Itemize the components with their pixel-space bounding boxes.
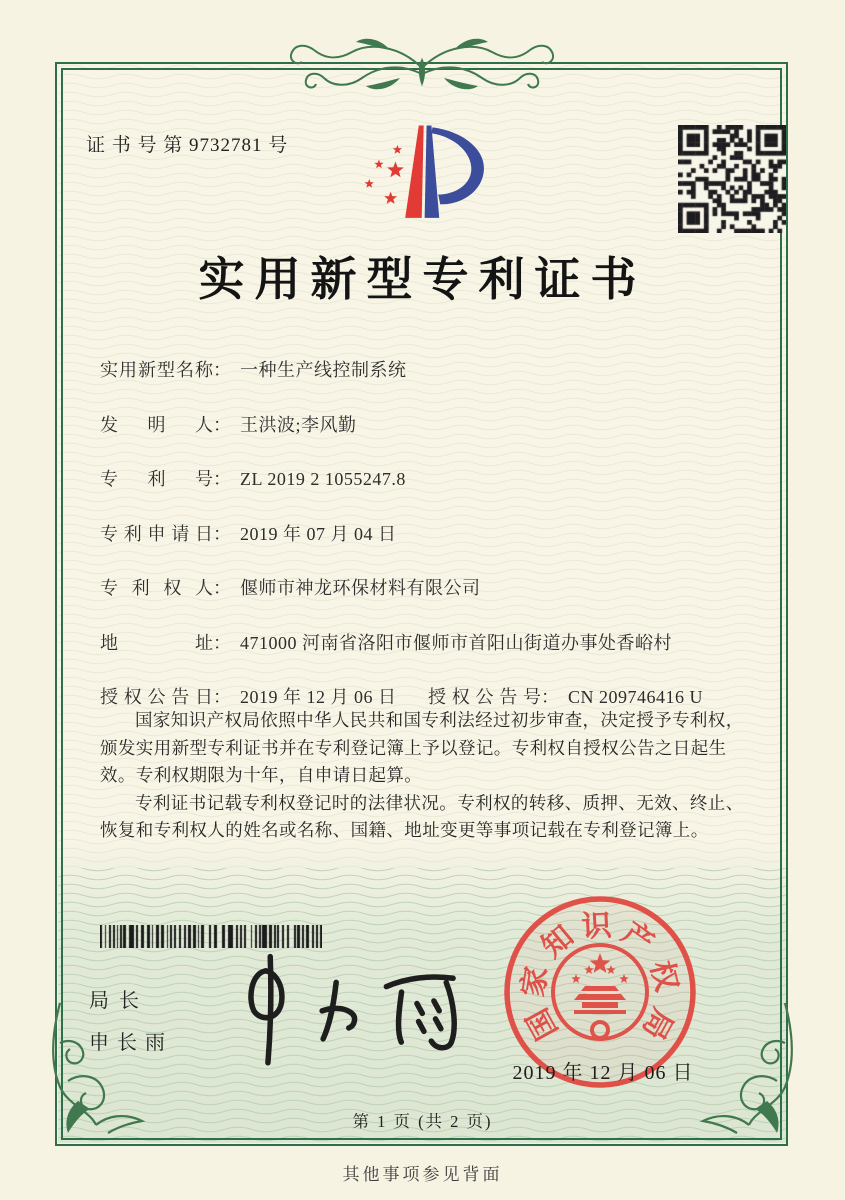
field-value: 471000 河南省洛阳市偃师市首阳山街道办事处香峪村 (240, 632, 672, 653)
director-signature (222, 946, 472, 1071)
field-label: 专利申请日 (100, 523, 213, 544)
field-value: CN 209746416 U (568, 687, 704, 707)
field-list (100, 356, 760, 738)
qr-code (678, 125, 786, 233)
field-colon: ： (213, 360, 231, 380)
field-row-patentee (100, 574, 760, 629)
field-colon: ： (213, 523, 231, 544)
legal-paragraph-2: 专利证书记载专利权登记时的法律状况。专利权的转移、质押、无效、终止、恢复和专利权人的姓名或名称、国籍、地址变更等事项记载在专利登记簿上。 (100, 792, 744, 841)
certificate-number: 证 书 号 第 9732781 号 (86, 135, 289, 156)
field-label: 发明人 (100, 414, 213, 435)
seal-date: 2019 年 12 月 06 日 (512, 1062, 694, 1084)
field-row-name (100, 356, 760, 411)
field-colon: ： (213, 469, 231, 489)
field-value: 2019 年 12 月 06 日 (240, 687, 397, 707)
field-value: 王洪波;李风勤 (240, 414, 357, 435)
cnipa-logo (342, 118, 517, 236)
certificate-title: 实用新型专利证书 (198, 254, 647, 305)
svg-text:识: 识 (580, 909, 613, 944)
field-value: 偃师市神龙环保材料有限公司 (240, 578, 481, 598)
svg-text:局: 局 (635, 1002, 679, 1045)
svg-text:家: 家 (516, 964, 554, 1000)
field-colon: ： (213, 414, 231, 435)
field-colon: ： (213, 578, 231, 598)
field-value: 2019 年 07 月 04 日 (240, 523, 397, 544)
grant-number-group (428, 683, 703, 709)
field-row-patent-no (100, 465, 760, 520)
back-note: 其他事项参见背面 (342, 1165, 503, 1184)
field-row-inventor (100, 411, 760, 466)
field-label: 授权公告号 (428, 687, 541, 707)
svg-text:权: 权 (643, 957, 684, 995)
field-label: 实用新型名称 (100, 360, 213, 380)
barcode (100, 925, 322, 948)
director-title: 局长 (89, 990, 149, 1012)
top-scroll-ornament (240, 28, 605, 100)
svg-text:产: 产 (615, 916, 660, 961)
field-colon: ： (541, 687, 559, 707)
legal-text (100, 707, 751, 845)
field-value: ZL 2019 2 1055247.8 (240, 469, 406, 489)
svg-text:知: 知 (535, 919, 580, 965)
field-label: 专利号 (100, 469, 213, 489)
legal-paragraph-1: 国家知识产权局依照中华人民共和国专利法经过初步审查，决定授予专利权，颁发实用新型专利证书并在专利登记簿上予以登记。专利权自授权公告之日起生效。专利权期限为十年，自申请日起算。 (100, 710, 744, 786)
field-label: 专利权人 (100, 578, 213, 598)
page-indicator: 第 1 页 (共 2 页) (352, 1112, 493, 1131)
field-row-address (100, 629, 760, 684)
field-value: 一种生产线控制系统 (240, 360, 407, 380)
field-label: 地址 (100, 632, 213, 653)
field-label: 授权公告日 (100, 687, 213, 707)
director-name: 申长雨 (89, 1032, 173, 1054)
field-row-filing-date (100, 520, 760, 575)
svg-text:国: 国 (521, 1002, 565, 1045)
field-colon: ： (213, 632, 231, 653)
field-colon: ： (213, 687, 231, 707)
